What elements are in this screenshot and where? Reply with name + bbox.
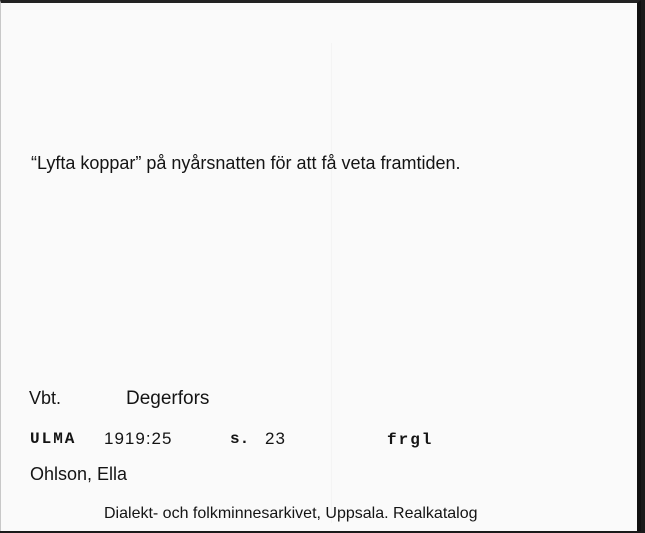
informant-name: Ohlson, Ella [30,464,128,484]
year-reference: 1919:25 [104,429,173,448]
card-note: “Lyfta koppar” på nyårsnatten för att få veta framtiden. [31,153,461,173]
archive-name: Dialekt- och folkminnesarkivet, Uppsala. Realkatalog [104,505,478,522]
category-code: frgl [387,431,434,449]
page-number: 23 [265,429,286,448]
place-name: Degerfors [126,388,210,409]
card-fold-line [331,43,332,523]
page-label: s. [230,430,250,448]
vbt-label: Vbt. [29,388,62,408]
archive-code: ULMA [30,430,77,448]
